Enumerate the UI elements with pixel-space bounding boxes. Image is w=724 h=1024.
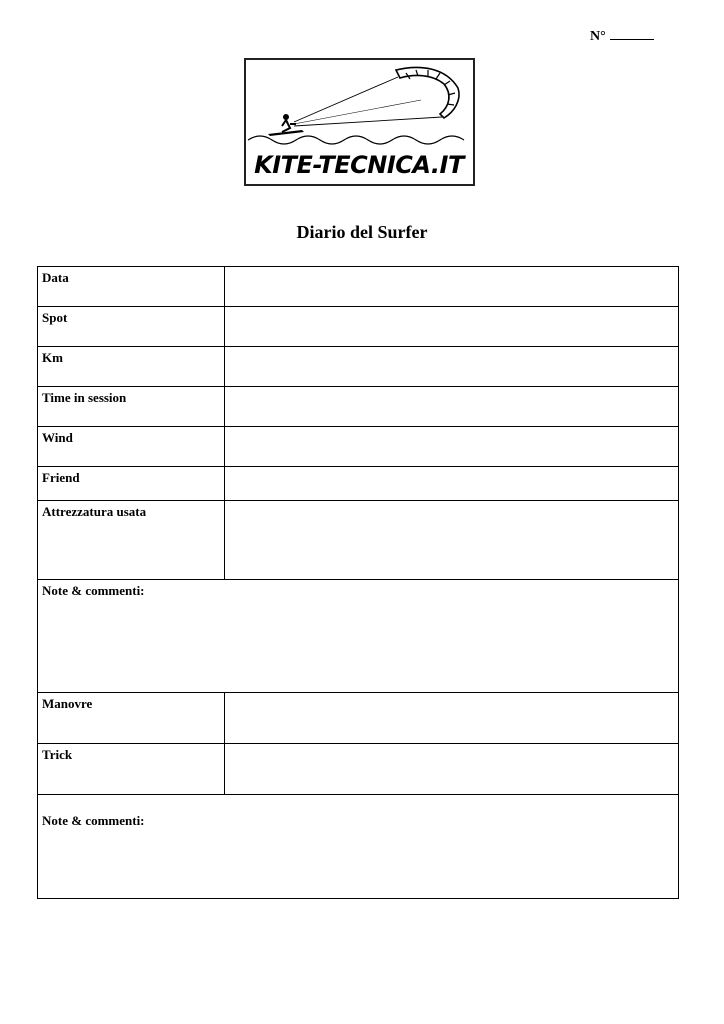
label-km: Km [38,347,225,387]
label-friend: Friend [38,467,225,501]
label-time-in-session: Time in session [38,387,225,427]
field-trick[interactable] [225,744,679,795]
row-manovre [38,693,679,744]
field-friend[interactable] [225,467,679,501]
label-note-commenti-2: Note & commenti: [42,813,145,828]
field-km[interactable] [225,347,679,387]
row-note-commenti-1 [38,580,679,693]
kite-logo-graphic [246,60,473,184]
logo-wordmark: KITE-TECNICA.IT [254,151,464,179]
field-manovre[interactable] [225,693,679,744]
label-wind: Wind [38,427,225,467]
row-km [38,347,679,387]
number-label: N° [590,29,606,44]
field-wind[interactable] [225,427,679,467]
label-spot: Spot [38,307,225,347]
number-blank-line[interactable] [610,27,654,40]
field-time-in-session[interactable] [225,387,679,427]
label-note-commenti-1: Note & commenti: [42,583,145,598]
label-trick: Trick [38,744,225,795]
label-data: Data [38,267,225,307]
note-commenti-box-1[interactable] [38,580,679,693]
row-data [38,267,679,307]
document-number [590,27,654,45]
kite-tecnica-logo [244,58,475,186]
label-attrezzatura-usata: Attrezzatura usata [38,501,225,580]
page-title: Diario del Surfer [296,222,428,242]
row-wind [38,427,679,467]
row-trick [38,744,679,795]
field-data[interactable] [225,267,679,307]
row-friend [38,467,679,501]
row-note-commenti-2 [38,795,679,899]
surfer-diary-form [37,266,679,899]
row-attrezzatura [38,501,679,580]
note-commenti-box-2[interactable] [38,795,679,899]
row-spot [38,307,679,347]
label-manovre: Manovre [38,693,225,744]
field-attrezzatura-usata[interactable] [225,501,679,580]
field-spot[interactable] [225,307,679,347]
row-time-in-session [38,387,679,427]
